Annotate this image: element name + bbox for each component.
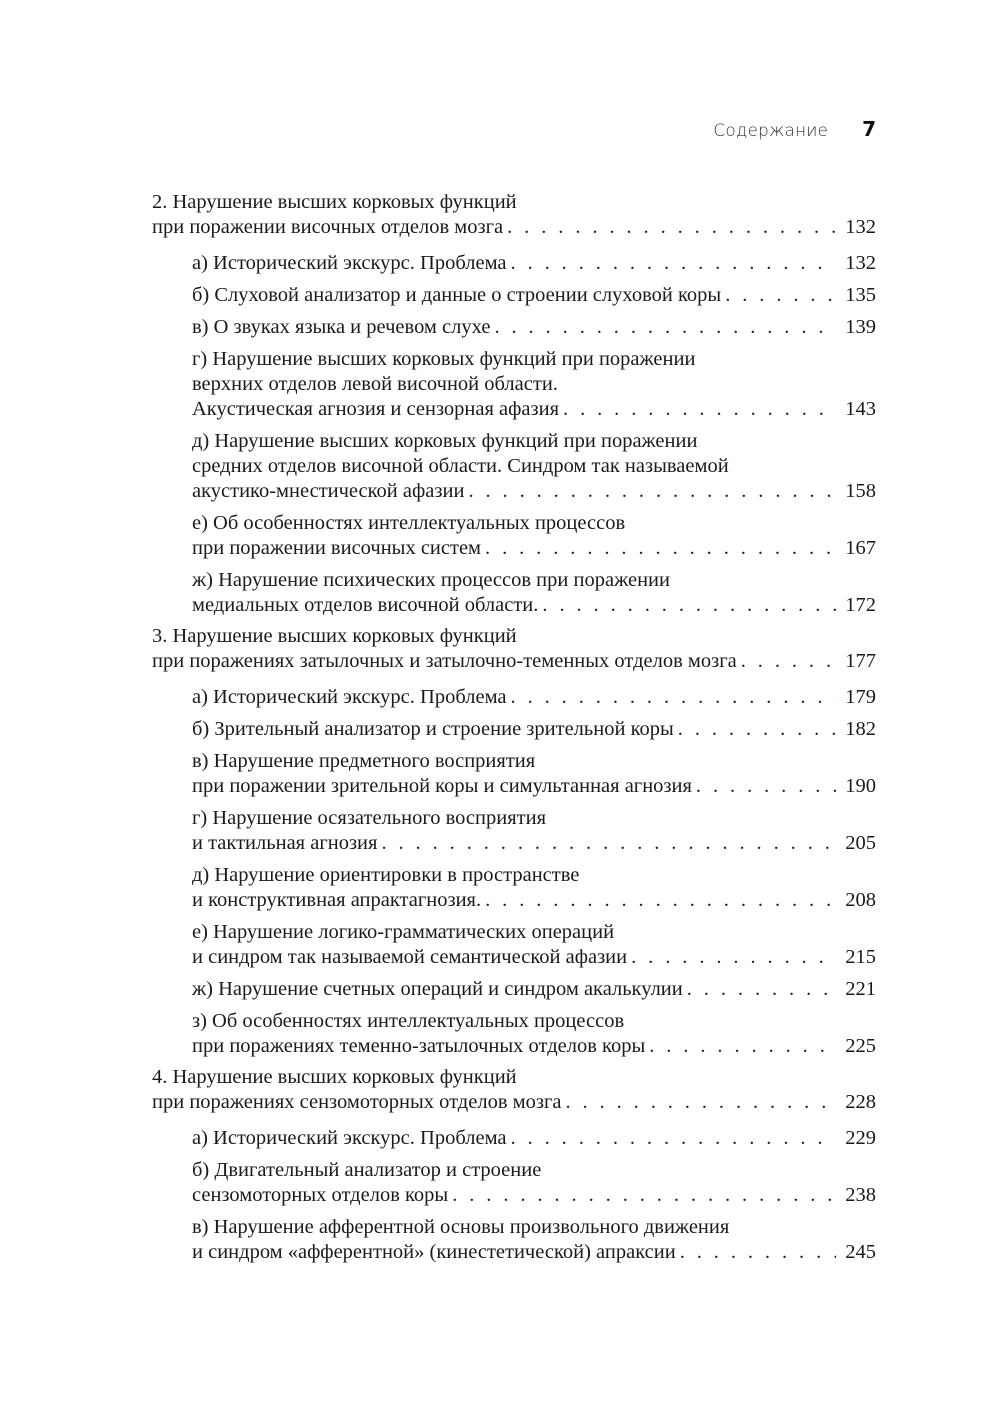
toc-entry-title-line: в) Нарушение афферентной основы произвольного движения [192, 1216, 730, 1238]
toc-page-number: 135 [845, 284, 876, 306]
toc-page-number: 215 [845, 946, 876, 968]
toc-entry-title-line: 3. Нарушение высших корковых функций [152, 625, 517, 647]
toc-page-number: 205 [845, 832, 876, 854]
toc-entry-final-line [192, 593, 876, 618]
toc-page-number: 132 [845, 216, 876, 238]
toc-subsection-entry [152, 1215, 876, 1265]
toc-entry-final-line [192, 685, 876, 710]
toc-page-number: 158 [845, 480, 876, 502]
toc-entry-title-line: при поражениях затылочных и затылочно-теменных отделов мозга [152, 650, 737, 672]
toc-subsection-entry [152, 863, 876, 913]
page-number: 7 [862, 117, 876, 141]
toc-entry-title-line: г) Нарушение осязательного восприятия [192, 807, 547, 829]
dot-leader [741, 649, 836, 674]
toc-entry-final-line [192, 315, 876, 340]
toc-page-number: 132 [845, 252, 876, 274]
dot-leader [452, 1183, 836, 1208]
toc-subsection-entry [152, 568, 876, 618]
toc-entry-title-line: Акустическая агнозия и сензорная афазия [192, 398, 560, 420]
toc-entry-title-line: ж) Нарушение психических процессов при поражении [192, 569, 670, 591]
toc-entry-title-line: а) Исторический экскурс. Проблема [192, 686, 507, 708]
toc-page-number: 177 [845, 650, 876, 672]
toc-subsection-entry [152, 717, 876, 742]
toc-page-number: 229 [845, 1127, 876, 1149]
dot-leader [468, 479, 836, 504]
toc-entry-title-line: при поражении зрительной коры и симультанная агнозия [192, 775, 692, 797]
toc-page-number: 139 [845, 316, 876, 338]
dot-leader [631, 945, 836, 970]
toc-subsection-entry [152, 685, 876, 710]
toc-page-number: 221 [845, 978, 876, 1000]
toc-page-number: 167 [845, 537, 876, 559]
toc-entry-title-line: и конструктивная апрактагнозия. [192, 889, 482, 911]
toc-entry-title-line: з) Об особенностях интеллектуальных процессов [192, 1010, 625, 1032]
dot-leader [649, 1034, 836, 1059]
toc-entry-title-line: и синдром так называемой семантической афазии [192, 946, 628, 968]
toc-entry-title-line: а) Исторический экскурс. Проблема [192, 252, 507, 274]
toc-subsection-entry [152, 283, 876, 308]
toc-entry-title-line: д) Нарушение ориентировки в пространстве [192, 864, 580, 886]
toc-entry-title-line: при поражении височных систем [192, 537, 482, 559]
toc-entry-title-line: б) Двигательный анализатор и строение [192, 1159, 542, 1181]
toc-page-number: 225 [845, 1035, 876, 1057]
toc-entry-final-line [152, 649, 876, 674]
toc-entry-final-line [192, 251, 876, 276]
toc-section-entry [152, 1065, 876, 1115]
dot-leader [485, 536, 836, 561]
toc-subsection-entry [152, 1009, 876, 1059]
toc-entry-final-line [192, 888, 876, 913]
dot-leader [511, 1126, 836, 1151]
dot-leader [563, 397, 836, 422]
toc-entry-title-line: 4. Нарушение высших корковых функций [152, 1066, 517, 1088]
dot-leader [381, 831, 836, 856]
toc-subsection-entry [152, 511, 876, 561]
toc-section-entry [152, 624, 876, 674]
dot-leader [678, 717, 836, 742]
toc-entry-title-line: б) Слуховой анализатор и данные о строении слуховой коры [192, 284, 722, 306]
toc-entry-title-line: сензомоторных отделов коры [192, 1184, 449, 1206]
toc-entry-title-line: при поражениях теменно-затылочных отделов коры [192, 1035, 646, 1057]
toc-entry-final-line [192, 717, 876, 742]
toc-entry-title-line: при поражении височных отделов мозга [152, 216, 504, 238]
running-header [713, 117, 876, 141]
toc-entry-final-line [192, 831, 876, 856]
table-of-contents [152, 190, 876, 1265]
toc-subsection-entry [152, 920, 876, 970]
toc-entry-final-line [192, 536, 876, 561]
toc-entry-title-line: средних отделов височной области. Синдром так называемой [192, 455, 729, 477]
running-header-title: Содержание [713, 121, 829, 141]
toc-entry-title-line: г) Нарушение высших корковых функций при поражении [192, 348, 696, 370]
toc-entry-title-line: ж) Нарушение счетных операций и синдром акалькулии [192, 978, 683, 1000]
toc-subsection-entry [152, 429, 876, 504]
dot-leader [507, 215, 836, 240]
toc-page-number: 208 [845, 889, 876, 911]
toc-section-entry [152, 190, 876, 240]
toc-subsection-entry [152, 749, 876, 799]
toc-subsection-entry [152, 315, 876, 340]
toc-entry-title-line: и синдром «афферентной» (кинестетической) апраксии [192, 1241, 676, 1263]
dot-leader [542, 593, 836, 618]
toc-entry-final-line [192, 774, 876, 799]
toc-entry-final-line [152, 1090, 876, 1115]
toc-subsection-entry [152, 806, 876, 856]
toc-entry-final-line [192, 977, 876, 1002]
toc-entry-title-line: б) Зрительный анализатор и строение зрительной коры [192, 718, 674, 740]
toc-entry-final-line [192, 945, 876, 970]
dot-leader [511, 251, 836, 276]
dot-leader [725, 283, 836, 308]
toc-entry-title-line: и тактильная агнозия [192, 832, 378, 854]
toc-entry-title-line: в) Нарушение предметного восприятия [192, 750, 536, 772]
toc-subsection-entry [152, 347, 876, 422]
toc-entry-title-line: верхних отделов левой височной области. [192, 373, 558, 395]
dot-leader [511, 685, 836, 710]
dot-leader [696, 774, 836, 799]
toc-entry-final-line [152, 215, 876, 240]
toc-subsection-entry [152, 1126, 876, 1151]
dot-leader [485, 888, 836, 913]
toc-subsection-entry [152, 251, 876, 276]
toc-entry-title-line: в) О звуках языка и речевом слухе [192, 316, 491, 338]
toc-entry-final-line [192, 1126, 876, 1151]
toc-subsection-entry [152, 1158, 876, 1208]
toc-entry-title-line: е) Об особенностях интеллектуальных процессов [192, 512, 626, 534]
dot-leader [565, 1090, 836, 1115]
toc-entry-final-line [192, 1034, 876, 1059]
toc-entry-final-line [192, 479, 876, 504]
toc-entry-title-line: при поражениях сензомоторных отделов мозга [152, 1091, 562, 1113]
toc-entry-title-line: а) Исторический экскурс. Проблема [192, 1127, 507, 1149]
toc-page-number: 143 [845, 398, 876, 420]
toc-page-number: 238 [845, 1184, 876, 1206]
toc-page-number: 228 [845, 1091, 876, 1113]
toc-entry-title-line: медиальных отделов височной области. [192, 594, 539, 616]
toc-entry-final-line [192, 397, 876, 422]
dot-leader [494, 315, 836, 340]
toc-page-number: 182 [845, 718, 876, 740]
toc-page-number: 245 [845, 1241, 876, 1263]
toc-entry-final-line [192, 1183, 876, 1208]
toc-entry-title-line: д) Нарушение высших корковых функций при поражении [192, 430, 698, 452]
toc-entry-final-line [192, 283, 876, 308]
toc-entry-title-line: акустико-мнестической афазии [192, 480, 465, 502]
toc-page-number: 179 [845, 686, 876, 708]
toc-subsection-entry [152, 977, 876, 1002]
toc-entry-final-line [192, 1240, 876, 1265]
dot-leader [687, 977, 836, 1002]
toc-page-number: 172 [845, 594, 876, 616]
dot-leader [680, 1240, 836, 1265]
toc-entry-title-line: 2. Нарушение высших корковых функций [152, 191, 517, 213]
toc-entry-title-line: е) Нарушение логико-грамматических операций [192, 921, 615, 943]
toc-page-number: 190 [845, 775, 876, 797]
